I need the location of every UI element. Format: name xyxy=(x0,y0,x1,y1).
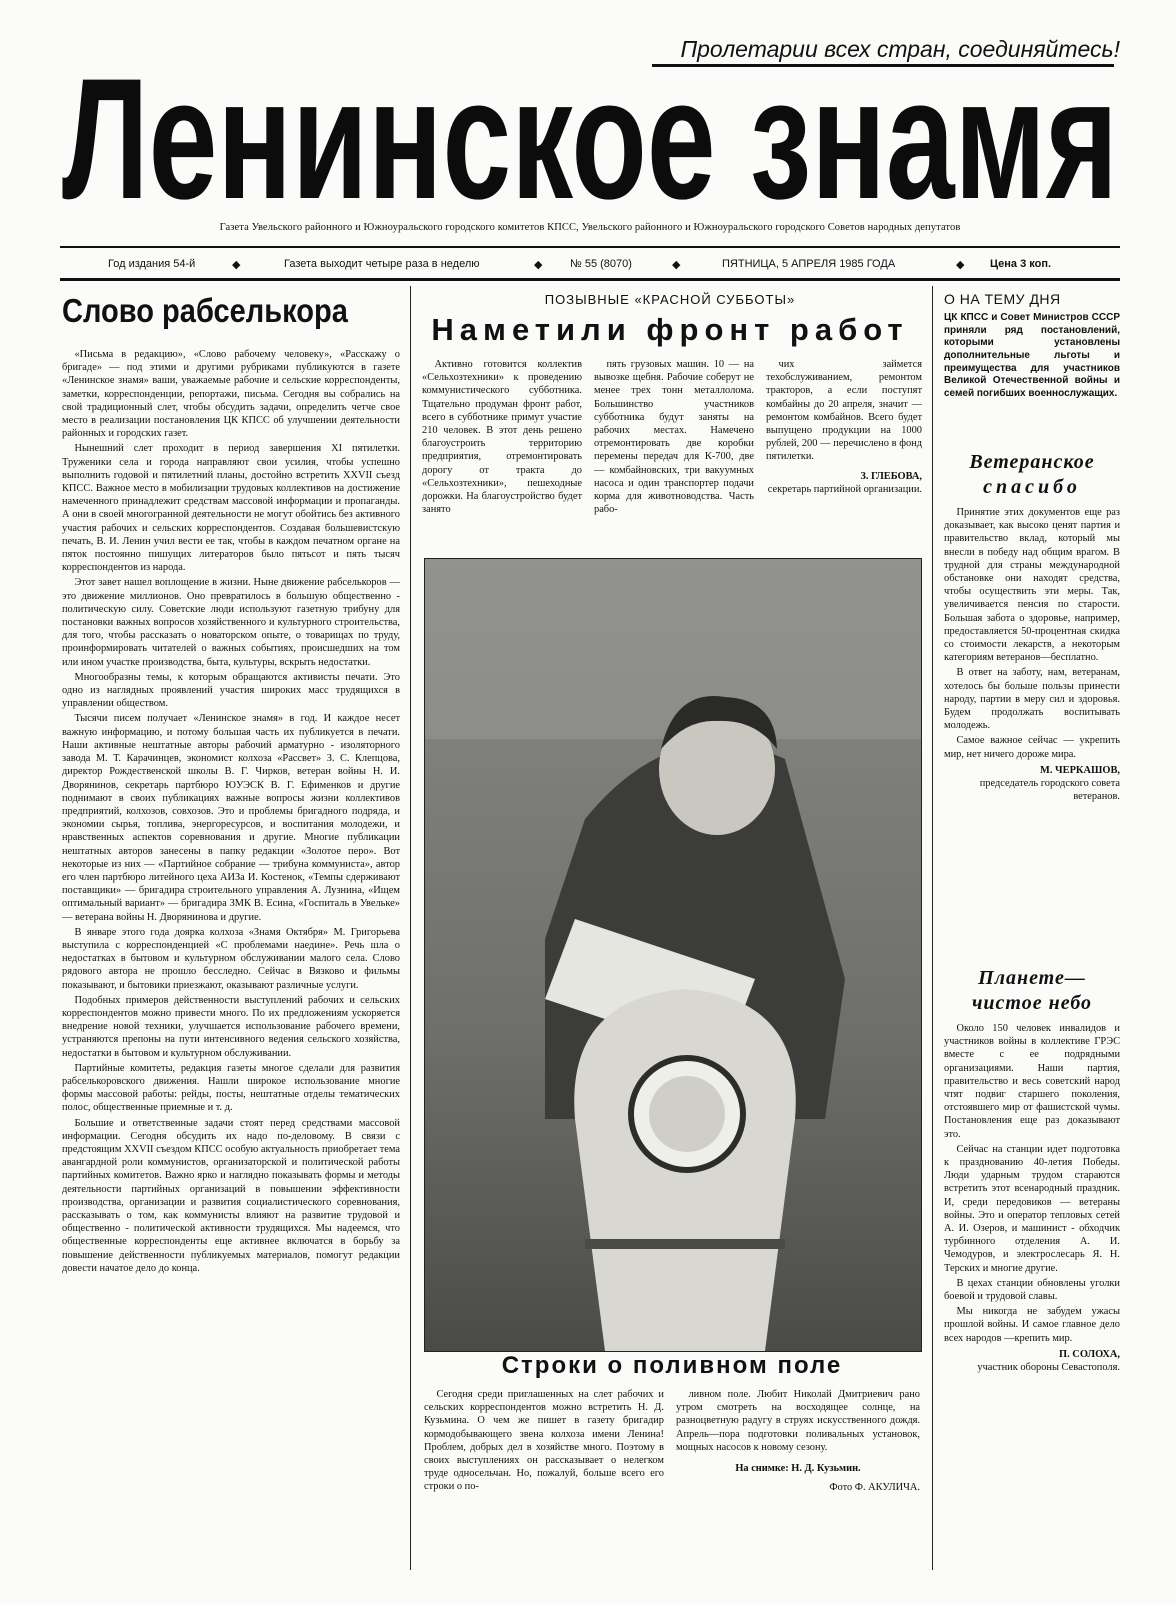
bottom-article-col-1 xyxy=(424,1388,664,1568)
issue-price: Цена 3 коп. xyxy=(990,258,1052,270)
left-article-headline: Слово рабселькора xyxy=(62,292,348,329)
section-sky-headline xyxy=(944,966,1120,1016)
paragraph: Мы никогда не забудем ужасы прошлой войны. И самое главное дело всех народов —крепить мир. xyxy=(944,1306,1120,1344)
section-veterans-signature: М. ЧЕРКАШОВ, xyxy=(1040,764,1120,776)
section-veterans-signature-title: председатель городского совета ветеранов. xyxy=(979,778,1120,803)
right-column-lead xyxy=(944,312,1120,442)
paragraph: Многообразны темы, к которым обращаются активисты печати. Это одно из наглядных проявлений участия широких масс трудящихся в управлении обществом. xyxy=(62,671,400,710)
masthead-slogan: Пролетарии всех стран, соединяйтесь! xyxy=(680,36,1120,62)
diamond-icon: ◆ xyxy=(534,259,543,271)
diamond-icon: ◆ xyxy=(956,259,965,271)
paragraph: Активно готовится коллектив «Сельхозтехники» к проведению коммунистического субботника. Тщательно продуман фронт работ, всего в субботнике примут участие 210 человек. В этот день решено благоустроить территорию предприятия, отремонтировать дорогу от тракта до «Сельхозтехники», пешеходные дорожки. На благоустройство будет занято xyxy=(422,359,582,516)
section-sky-headline-line2: чистое небо xyxy=(971,992,1093,1014)
center-article-signature: З. ГЛЕБОВА, xyxy=(860,470,922,482)
paragraph: пять грузовых машин. 10 — на вывозке щебня. Рабочие соберут не менее трех тонн металлолома. Большинство участников субботника будут заняты на рабочих местах. Намечено отремонтировать две коробки перемены передач для К-700, две — комбайновских, три вакуумных насоса и один транспортер подачи корма для животноводства. Часть рабо- xyxy=(594,359,754,516)
masthead-title xyxy=(60,58,1120,208)
infobar-rule-bottom xyxy=(60,278,1120,281)
right-column-topic: О НА ТЕМУ ДНЯ xyxy=(944,291,1061,307)
masthead-title-text: Ленинское знамя xyxy=(62,58,1118,208)
paragraph: ливном поле. Любит Николай Дмитриевич рано утром смотреть на восходящее солнце, на разноцветную радугу в струях искусственного дождя. Апрель—пора подготовки поливальных установок, мощных насосов к новому сезону. xyxy=(676,1389,920,1453)
paragraph: Сегодня среди приглашенных на слет рабочих и сельских корреспондентов можно встретить Н. Д. Кузьмина. О чем же пишет в газету бригадир кормодобывающего звена колхоза имени Ленина! Проблем, добрых дел в хозяйстве много. Поэтому в своих выступлениях он рассказывает о нелегком труде односельчан. Но, пожалуй, больше всего его строки о по- xyxy=(424,1389,664,1493)
center-article-kicker: ПОЗЫВНЫЕ «КРАСНОЙ СУББОТЫ» xyxy=(544,292,796,307)
section-sky-signature-title: участник обороны Севастополя. xyxy=(977,1362,1120,1374)
bottom-article-headline: Строки о поливном поле xyxy=(501,1352,843,1379)
paragraph: ЦК КПСС и Совет Министров СССР приняли ряд постановлений, которыми установлены дополнительные льготы и преимущества для участников Великой Отечественной войны и семей погибших военнослужащих. xyxy=(944,312,1120,400)
center-article-signature-title: секретарь партийной организации. xyxy=(767,483,922,495)
issue-frequency: Газета выходит четыре раза в неделю xyxy=(284,258,480,270)
paragraph: Самое важное сейчас — укрепить мир, нет ничего дороже мира. xyxy=(944,735,1120,760)
paragraph: Этот завет нашел воплощение в жизни. Ныне движение рабселькоров — это движение миллионов. Оно превратилось в большую общественно - политическую силу. Советские люди используют газетную трибуну для постановки важных вопросов хозяйственного и культурного строительства, для того, чтобы рассказать о новаторском опыте, о товарищах по труду, проинформировать читателей о важных событиях, происшедших на том или ином участке производства, быта, культуры, вскрыть недостатки. xyxy=(62,577,400,668)
photo-caption: На снимке: Н. Д. Кузьмин. xyxy=(735,1463,861,1475)
photo-credit: Фото Ф. АКУЛИЧА. xyxy=(829,1482,920,1494)
column-rule-left xyxy=(410,286,411,1570)
section-veterans-body xyxy=(944,506,1120,958)
center-article-col-1 xyxy=(422,358,582,548)
paragraph: В ответ на заботу, нам, ветеранам, хотелось бы больше пользы принести народу, партии в меру сил и здоровья. Будем продолжать воспитывать молодежь. xyxy=(944,667,1120,732)
paragraph: В цехах станции обновлены уголки боевой и трудовой славы. xyxy=(944,1277,1120,1303)
issue-date: ПЯТНИЦА, 5 АПРЕЛЯ 1985 ГОДА xyxy=(722,258,896,270)
photo-svg xyxy=(425,559,921,1351)
paragraph: Принятие этих документов еще раз доказывает, как высоко ценят партия и правительство вклад, который мы внесли в победу над общим врагом. В трудной для страны международной обстановке они находят средства, чтобы осуществить эти меры. Так, увеличивается пенсия по старости. Большая забота о здоровье, например, предоставляется 50-процентная скидка со стоимости лекарств, а некоторым категориям ветеранов—бесплатно. xyxy=(944,507,1120,664)
section-sky-headline-line1: Планете— xyxy=(978,967,1086,989)
photo-man-on-scooter xyxy=(424,558,922,1352)
section-veterans-headline xyxy=(944,450,1120,500)
paragraph: Около 150 человек инвалидов и участников войны в коллективе ГРЭС вместе с ее подрядными организациями. Наши партия, правительство и весь советский народ чтят подвиг старшего поколения, отстоявшего мир от фашистской чумы. Постановления еще раз доказывают это. xyxy=(944,1023,1120,1140)
paragraph: Сейчас на станции идет подготовка к празднованию 40-летия Победы. Люди ударным трудом стараются встретить этот всенародный праздник. И, среди передовиков — ветераны войны. Это и оператор тепловых сетей А. И. Озеров, и машинист - обходчик турбинного отделения А. И. Чемодуров, и электрослесарь Я. Н. Терских и многие другие. xyxy=(944,1143,1120,1274)
section-sky-signature: П. СОЛОХА, xyxy=(1059,1348,1120,1360)
center-article-col-2 xyxy=(594,358,754,548)
diamond-icon: ◆ xyxy=(672,259,681,271)
masthead-svg xyxy=(60,58,1120,208)
section-veterans-headline-line2: спасибо xyxy=(983,476,1081,498)
paragraph: Большие и ответственные задачи стоят перед средствами массовой информации. Сегодня обсудить их надо по-деловому. В связи с предстоящим XXVII съездом КПСС особую актуальность приобретает тема авангардной роли коммунистов, организаторской и политической работы партийных комитетов. Важно ярко и наглядно показывать формы и методы деятельности партийных организаций в повышении эффективности производства, организации и развития социалистического соревнования, рассказывать о том, как коммунисты влияют на развитие трудовой и общественно - политической активности трудящихся. Мы надеемся, что общественные корреспонденты еще активнее включатся в борьбу за повышение действенности публикуемых материалов, помогут редакции довести начатое дело до конца. xyxy=(62,1117,400,1274)
masthead-rule-top xyxy=(60,246,1120,248)
center-article-headline: Наметили фронт работ xyxy=(431,312,909,347)
section-veterans-headline-line1: Ветеранское xyxy=(969,451,1095,473)
paragraph: Партийные комитеты, редакция газеты многое сделали для развития рабселькоровского движения. Нашли широкое использование многие формы массовой работы: рейды, посты, нештатные отделы тематических полос, общественные приемные и т. д. xyxy=(62,1062,400,1114)
diamond-icon: ◆ xyxy=(232,259,241,271)
section-sky-body xyxy=(944,1022,1120,1570)
paragraph: Нынешний слет проходит в период завершения XI пятилетки. Труженики села и города направляют свои усилия, чтобы успешно выполнить годовой и пятилетний планы, достойно встретить XXVII съезд КПСС. Важное место в мобилизации трудовых коллективов на достижение намеченного принадлежит средствам массовой информации и пропаганды. А они в своей многогранной деятельности не могут обойтись без активного участия рабочих и сельских корреспондентов. Создавая большевистскую печать, В. И. Ленин учил вести ее так, чтобы в каждом печатном органе на пяток постоянно пишущих литераторов было пятьсот и пять тысяч корреспондентов из народа. xyxy=(62,443,400,574)
paragraph: В январе этого года доярка колхоза «Знамя Октября» М. Григорьева выступила с корреспонденцией «С проблемами наедине». Речь шла о недостатках в бытовом и культурном обслуживании малого села. Слово рядового автора не прошло бесследно. Сейчас в Вязково и фильмы показывают, и бытовики приезжают, оказывают различные услуги. xyxy=(62,926,400,991)
issue-year: Год издания 54-й xyxy=(108,258,196,270)
center-article-col-3 xyxy=(766,358,922,548)
issue-number: № 55 (8070) xyxy=(570,258,632,270)
masthead-subtitle: Газета Увельского районного и Южноуральского городского комитетов КПСС, Увельского районного и Южноуральского городского Советов народных депутатов xyxy=(219,222,961,233)
photo-scooter-trim xyxy=(585,1239,785,1249)
photo-headlight-lens xyxy=(649,1076,725,1152)
photo-sky xyxy=(425,559,921,739)
paragraph: чих займется техобслуживанием, ремонтом тракторов, а если поступят комбайны до 20 апреля, значит — ремонтом комбайнов. Всего будет выпущено продукции на 1000 рублей, 200 — перечислено в фонд пятилетки. xyxy=(766,359,922,463)
left-article-body xyxy=(62,348,400,1570)
paragraph: Подобных примеров действенности выступлений рабочих и сельских корреспондентов можно привести много. По их предложениям ускоряется внедрение новой техники, улучшается использование рабочего времени, устраняются препоны на пути интенсивного ведения сельского хозяйства, недостатки в бытовом и культурном обслуживании. xyxy=(62,994,400,1059)
column-rule-right xyxy=(932,286,933,1570)
bottom-article-col-2 xyxy=(676,1388,920,1568)
info-bar xyxy=(60,255,1120,277)
paragraph: «Письма в редакцию», «Слово рабочему человеку», «Расскажу о бригаде» — под этими и другими рубриками публикуются в газете «Ленинское знамя» ваши, уважаемые рабочие и сельские корреспонденты, заметки, корреспонденции, репортажи, письма. Сегодня вы собрались на свой традиционный слет, чтобы обсудить задачи, определить четче свое место в реализации постановления ЦК КПСС об улучшении деятельности районных и городских газет. xyxy=(62,349,400,440)
paragraph: Тысячи писем получает «Ленинское знамя» в год. И каждое несет важную информацию, и потому большая часть их публикуется в печати. Наши активные нештатные авторы рабочий арматурно - изоляторного завода М. Т. Карачинцев, экономист колхоза «Рассвет» З. С. Клепцова, директор Рождественской школы В. Г. Чирков, ветеран войны Н. И. Дворянинов, секретарь партбюро ЮУЭСК В. Г. Ефименков и другие поднимают в своих публикациях важные вопросы жизни коллективов предприятий, колхозов, совхозов. Это и проблемы бригадного подряда, и экономии сырья, топлива, энергоресурсов, и воспитания молодежи, и нравственных аспектов соревнования и другие. Многие публикации нештатных авторов занесены в папку редакции «Золотое перо». Вот некоторые из них — «Партийное собрание — трибуна коммуниста», автор его член партбюро литейного цеха АИЗа И. Костенок, «Темпы сдерживают поставщики» — бригадира строительного управления А. Лузнина, «Ищем оптимальный вариант» — бригадира ЗМК В. Есина, «Госпиталь в Увельке» — ветерана войны Н. Дворянинова и другие. xyxy=(62,713,400,923)
